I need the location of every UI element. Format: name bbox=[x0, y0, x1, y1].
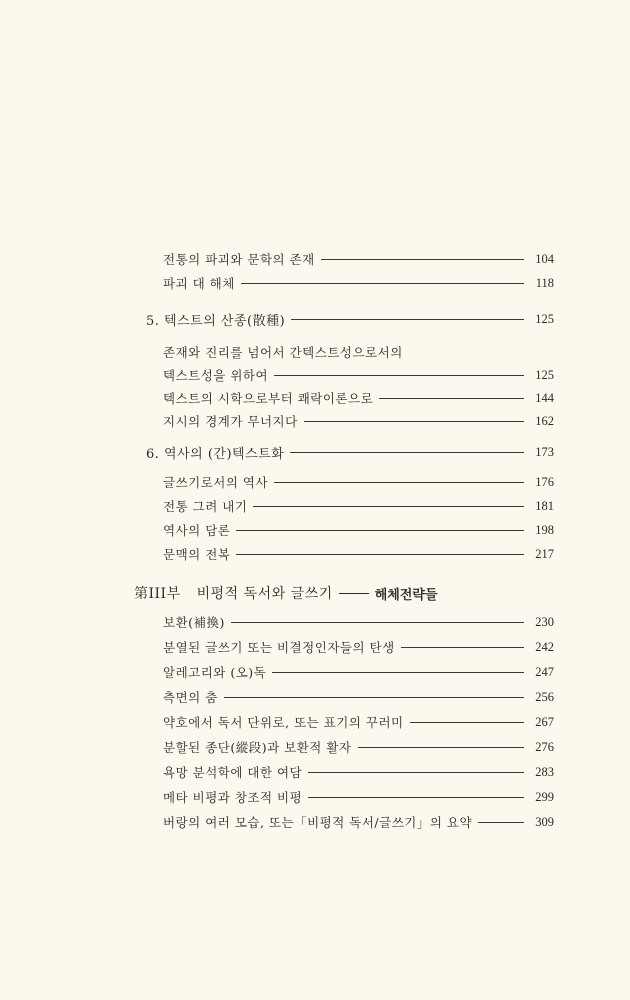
toc-entry[interactable] bbox=[163, 471, 554, 493]
part-label: 第III부 bbox=[134, 586, 181, 602]
toc-entry[interactable] bbox=[163, 636, 554, 658]
leader-line bbox=[321, 259, 524, 260]
leader-line bbox=[410, 722, 524, 723]
entry-title: 보환(補換) bbox=[163, 615, 225, 630]
entry-title: 텍스트의 시학으로부터 쾌락이론으로 bbox=[163, 391, 374, 406]
toc-entry[interactable] bbox=[163, 248, 554, 270]
page-number: 118 bbox=[535, 275, 554, 290]
toc-entry[interactable] bbox=[163, 611, 554, 633]
page-number: 162 bbox=[535, 413, 554, 428]
entry-title: 욕망 분석학에 대한 여담 bbox=[163, 765, 303, 780]
leader-line bbox=[241, 283, 524, 284]
page-number: 242 bbox=[535, 639, 554, 654]
leader-line bbox=[274, 375, 524, 376]
toc-entry[interactable] bbox=[163, 387, 554, 409]
chapter-heading[interactable] bbox=[146, 441, 554, 463]
toc-entry[interactable] bbox=[163, 736, 554, 758]
toc-entry[interactable] bbox=[163, 519, 554, 541]
entry-title: 메타 비평과 창조적 비평 bbox=[163, 790, 303, 805]
toc-entry[interactable] bbox=[163, 364, 554, 386]
toc-entry[interactable] bbox=[163, 811, 554, 833]
leader-line bbox=[236, 530, 524, 531]
toc-entry[interactable] bbox=[163, 786, 554, 808]
page-number: 247 bbox=[535, 664, 554, 679]
entry-title: 존재와 진리를 넘어서 간텍스트성으로서의 bbox=[163, 345, 403, 360]
page-number: 309 bbox=[535, 814, 554, 829]
page-number: 299 bbox=[535, 789, 554, 804]
page-number: 217 bbox=[535, 546, 554, 561]
page-number: 176 bbox=[535, 474, 554, 489]
entry-title: 전통 그려 내기 bbox=[163, 499, 248, 514]
entry-title: 텍스트성을 위하여 bbox=[163, 368, 269, 383]
page-number: 144 bbox=[535, 390, 554, 405]
entry-title: 측면의 춤 bbox=[163, 690, 218, 705]
chapter-title: 5. 텍스트의 산종(散種) bbox=[146, 313, 286, 329]
leader-line bbox=[478, 822, 524, 823]
entry-title: 전통의 파괴와 문학의 존재 bbox=[163, 252, 315, 267]
page-number: 181 bbox=[535, 498, 554, 513]
page-number: 283 bbox=[535, 764, 554, 779]
entry-title: 분할된 종단(縱段)과 보환적 활자 bbox=[163, 740, 352, 755]
leader-line bbox=[253, 506, 524, 507]
entry-title: 버랑의 여러 모습, 또는「비평적 독서/글쓰기」의 요약 bbox=[163, 815, 473, 830]
entry-title: 약호에서 독서 단위로, 또는 표기의 꾸러미 bbox=[163, 715, 404, 730]
leader-line bbox=[379, 398, 524, 399]
leader-line bbox=[308, 797, 524, 798]
leader-line bbox=[358, 747, 525, 748]
leader-line bbox=[224, 697, 524, 698]
leader-line bbox=[236, 554, 524, 555]
leader-line bbox=[231, 622, 524, 623]
leader-line bbox=[272, 672, 524, 673]
chapter-title: 6. 역사의 (간)텍스트화 bbox=[146, 446, 285, 462]
leader-line bbox=[308, 772, 524, 773]
entry-title: 역사의 담론 bbox=[163, 523, 231, 538]
page-number: 256 bbox=[535, 689, 554, 704]
page-number: 267 bbox=[535, 714, 554, 729]
page-number: 104 bbox=[535, 251, 554, 266]
part-heading[interactable] bbox=[134, 583, 438, 603]
page-number: 276 bbox=[535, 739, 554, 754]
leader-line bbox=[274, 482, 524, 483]
toc-entry[interactable] bbox=[163, 761, 554, 783]
leader-line bbox=[401, 647, 524, 648]
leader-line bbox=[290, 452, 524, 453]
toc-entry[interactable] bbox=[163, 410, 554, 432]
toc-entry[interactable] bbox=[163, 661, 554, 683]
entry-title: 파괴 대 해체 bbox=[163, 276, 235, 291]
part-subtitle: 해체전략들 bbox=[374, 587, 438, 603]
toc-entry[interactable] bbox=[163, 495, 554, 517]
toc-entry-line bbox=[163, 341, 554, 363]
chapter-heading[interactable] bbox=[146, 308, 554, 330]
page-number: 173 bbox=[535, 444, 554, 459]
toc-entry[interactable] bbox=[163, 272, 554, 294]
leader-line bbox=[304, 421, 524, 422]
toc-entry[interactable] bbox=[163, 686, 554, 708]
entry-title: 문맥의 전복 bbox=[163, 547, 231, 562]
entry-title: 알레고리와 (오)독 bbox=[163, 665, 267, 680]
toc-entry[interactable] bbox=[163, 711, 554, 733]
leader-line bbox=[291, 319, 524, 320]
dash-divider bbox=[339, 593, 369, 594]
entry-title: 글쓰기로서의 역사 bbox=[163, 475, 269, 490]
part-title: 비평적 독서와 글쓰기 bbox=[196, 586, 333, 602]
entry-title: 지시의 경계가 무너지다 bbox=[163, 414, 298, 429]
toc-entry[interactable] bbox=[163, 543, 554, 565]
page-number: 125 bbox=[535, 367, 554, 382]
page-number: 125 bbox=[535, 311, 554, 326]
entry-title: 분열된 글쓰기 또는 비결정인자들의 탄생 bbox=[163, 640, 395, 655]
page-number: 198 bbox=[535, 522, 554, 537]
page-number: 230 bbox=[535, 614, 554, 629]
